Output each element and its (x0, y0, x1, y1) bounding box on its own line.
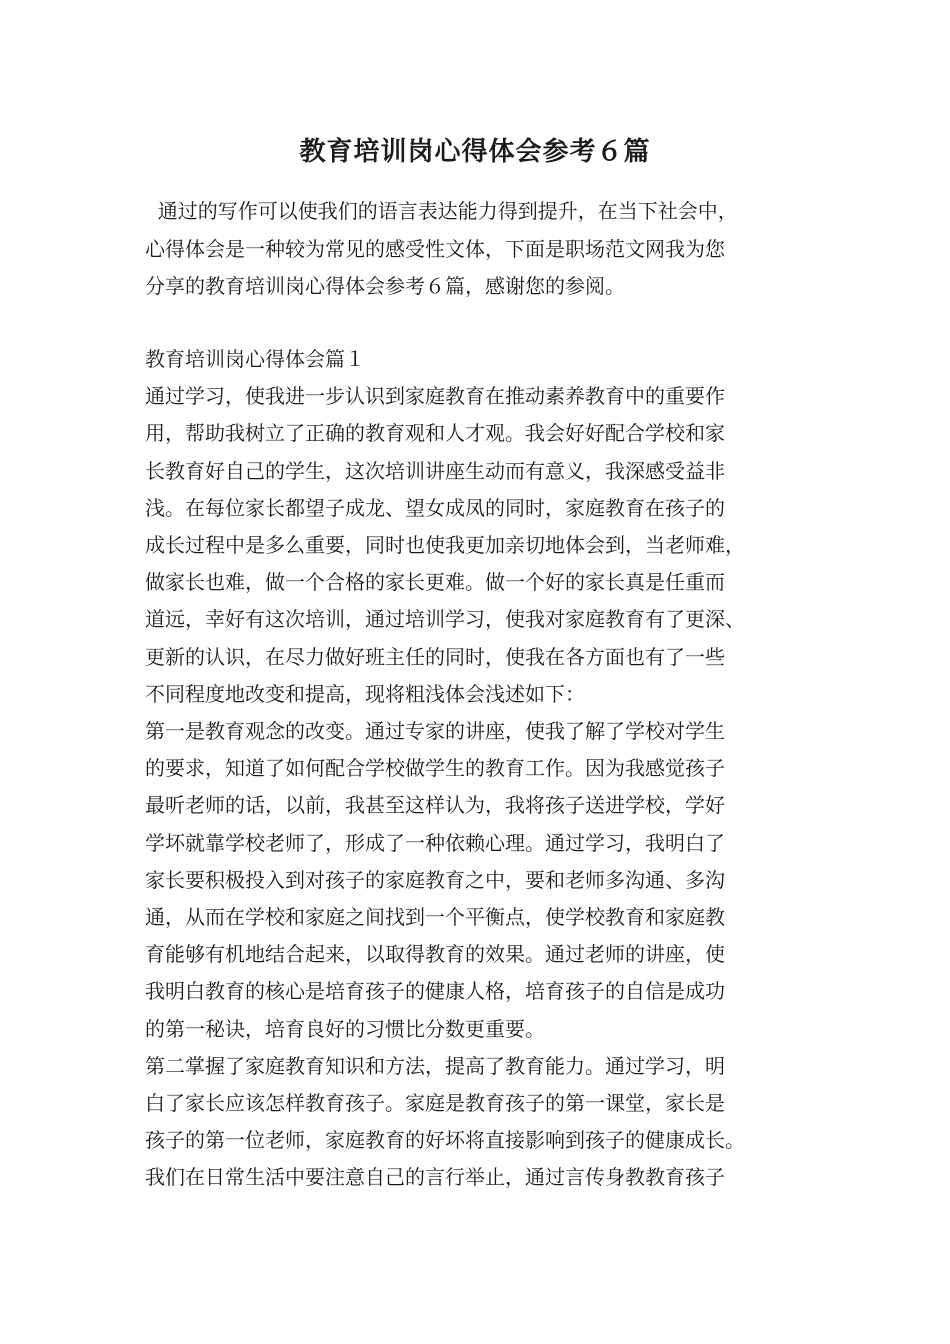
paragraph-line: 育能够有机地结合起来，以取得教育的效果。通过老师的讲座，使 (145, 942, 725, 967)
paragraph-line: 长教育好自己的学生，这次培训讲座生动而有意义，我深感受益非 (145, 458, 725, 483)
paragraph-line: 做家长也难，做一个合格的家长更难。做一个好的家长真是任重而 (145, 570, 725, 595)
paragraph-line: 更新的认识，在尽力做好班主任的同时，使我在各方面也有了一些 (145, 644, 725, 669)
paragraph-line: 成长过程中是多么重要，同时也使我更加亲切地体会到，当老师难， (145, 533, 745, 558)
section-heading-text: 教育培训岗心得体会篇１ (145, 347, 365, 371)
intro-line: 心得体会是一种较为常见的感受性文体，下面是职场范文网我为您 (145, 236, 725, 261)
body-paragraph-2 (145, 713, 825, 1048)
document-body (145, 341, 825, 1197)
intro-line: 分享的教育培训岗心得体会参考６篇，感谢您的参阅。 (145, 274, 625, 298)
paragraph-line: 第一是教育观念的改变。通过专家的讲座，使我了解了学校对学生 (145, 719, 725, 744)
paragraph-line: 不同程度地改变和提高，现将粗浅体会浅述如下： (145, 681, 585, 706)
paragraph-line: 我们在日常生活中要注意自己的言行举止，通过言传身教教育孩子 (145, 1165, 725, 1190)
paragraph-line: 通过学习，使我进一步认识到家庭教育在推动素养教育中的重要作 (145, 384, 725, 409)
document-title: 教育培训岗心得体会参考６篇 (299, 137, 651, 167)
paragraph-line: 最听老师的话，以前，我甚至这样认为，我将孩子送进学校，学好 (145, 793, 725, 818)
paragraph-line: 用，帮助我树立了正确的教育观和人才观。我会好好配合学校和家 (145, 421, 725, 446)
paragraph-line: 的要求，知道了如何配合学校做学生的教育工作。因为我感觉孩子 (145, 756, 725, 781)
paragraph-line: 学坏就靠学校老师了，形成了一种依赖心理。通过学习，我明白了 (145, 830, 725, 855)
paragraph-line: 第二掌握了家庭教育知识和方法，提高了教育能力。通过学习，明 (145, 1053, 725, 1078)
paragraph-line: 家长要积极投入到对孩子的家庭教育之中，要和老师多沟通、多沟 (145, 867, 725, 892)
paragraph-line: 的第一秘诀，培育良好的习惯比分数更重要。 (145, 1016, 545, 1041)
paragraph-line: 孩子的第一位老师，家庭教育的好坏将直接影响到孩子的健康成长。 (145, 1128, 745, 1153)
paragraph-line: 道远，幸好有这次培训，通过培训学习，使我对家庭教育有了更深、 (145, 607, 745, 632)
paragraph-line: 白了家长应该怎样教育孩子。家庭是教育孩子的第一课堂，家长是 (145, 1091, 725, 1116)
paragraph-line: 浅。在每位家长都望子成龙、望女成凤的同时，家庭教育在孩子的 (145, 495, 725, 520)
intro-paragraph (145, 193, 825, 306)
body-paragraph-3 (145, 1048, 825, 1197)
body-paragraph-1 (145, 378, 825, 713)
paragraph-line: 通，从而在学校和家庭之间找到一个平衡点，使学校教育和家庭教 (145, 905, 725, 930)
paragraph-line: 我明白教育的核心是培育孩子的健康人格，培育孩子的自信是成功 (145, 979, 725, 1004)
intro-line: 通过的写作可以使我们的语言表达能力得到提升，在当下社会中， (145, 199, 738, 223)
section-heading (145, 341, 825, 378)
